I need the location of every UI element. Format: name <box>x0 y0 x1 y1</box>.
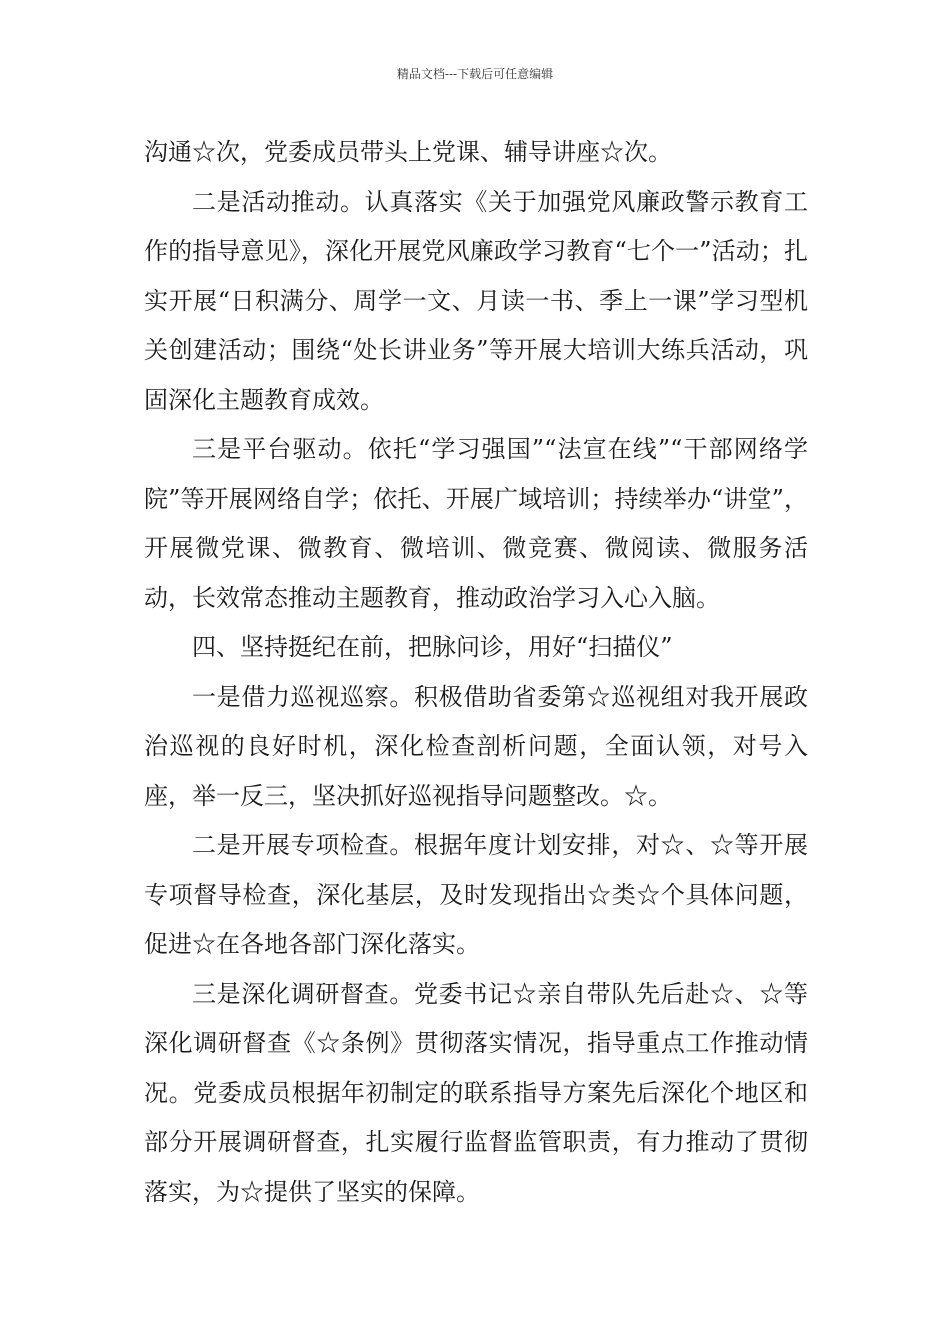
section-heading-four: 四、坚持挺纪在前，把脉问诊，用好“扫描仪” <box>192 633 673 661</box>
paragraph-special-check: 二是开展专项检查。根据年度计划安排，对☆、☆等开展专项督导检查，深化基层，及时发现指出☆类☆个具体问题，促进☆在各地各部门深化落实。 <box>144 831 808 958</box>
paragraph-inspection: 一是借力巡视巡察。积极借助省委第☆巡视组对我开展政治巡视的良好时机，深化检查剖析问题，全面认领，对号入座，举一反三，坚决抓好巡视指导问题整改。☆。 <box>144 682 808 810</box>
paragraph-continuation: 沟通☆次，党委成员带头上党课、辅导讲座☆次。 <box>144 138 672 166</box>
paragraph-platform-drive: 三是平台驱动。依托“学习强国”“法宣在线”“干部网络学院”等开展网络自学；依托、开展广域培训；持续举办“讲堂”，开展微党课、微教育、微培训、微竞赛、微阅读、微服务活动，长效常态推动主题教育，推动政治学习入心入脑。 <box>144 435 808 612</box>
paragraph-research-supervision: 三是深化调研督查。党委书记☆亲自带队先后赴☆、☆等深化调研督查《☆条例》贯彻落实情况，指导重点工作推动情况。党委成员根据年初制定的联系指导方案先后深化个地区和部分开展调研督查，扎实履行监督监管职责，有力推动了贯彻落实，为☆提供了坚实的保障。 <box>144 979 808 1206</box>
paragraph-activity-drive: 二是活动推动。认真落实《关于加强党风廉政警示教育工作的指导意见》，深化开展党风廉政学习教育“七个一”活动；扎实开展“日积满分、周学一文、月读一书、季上一课”学习型机关创建活动；围绕“处长讲业务”等开展大培训大练兵活动，巩固深化主题教育成效。 <box>144 187 808 414</box>
document-body <box>144 128 808 1217</box>
page-header: 精品文档---下载后可任意编辑 <box>396 67 554 81</box>
